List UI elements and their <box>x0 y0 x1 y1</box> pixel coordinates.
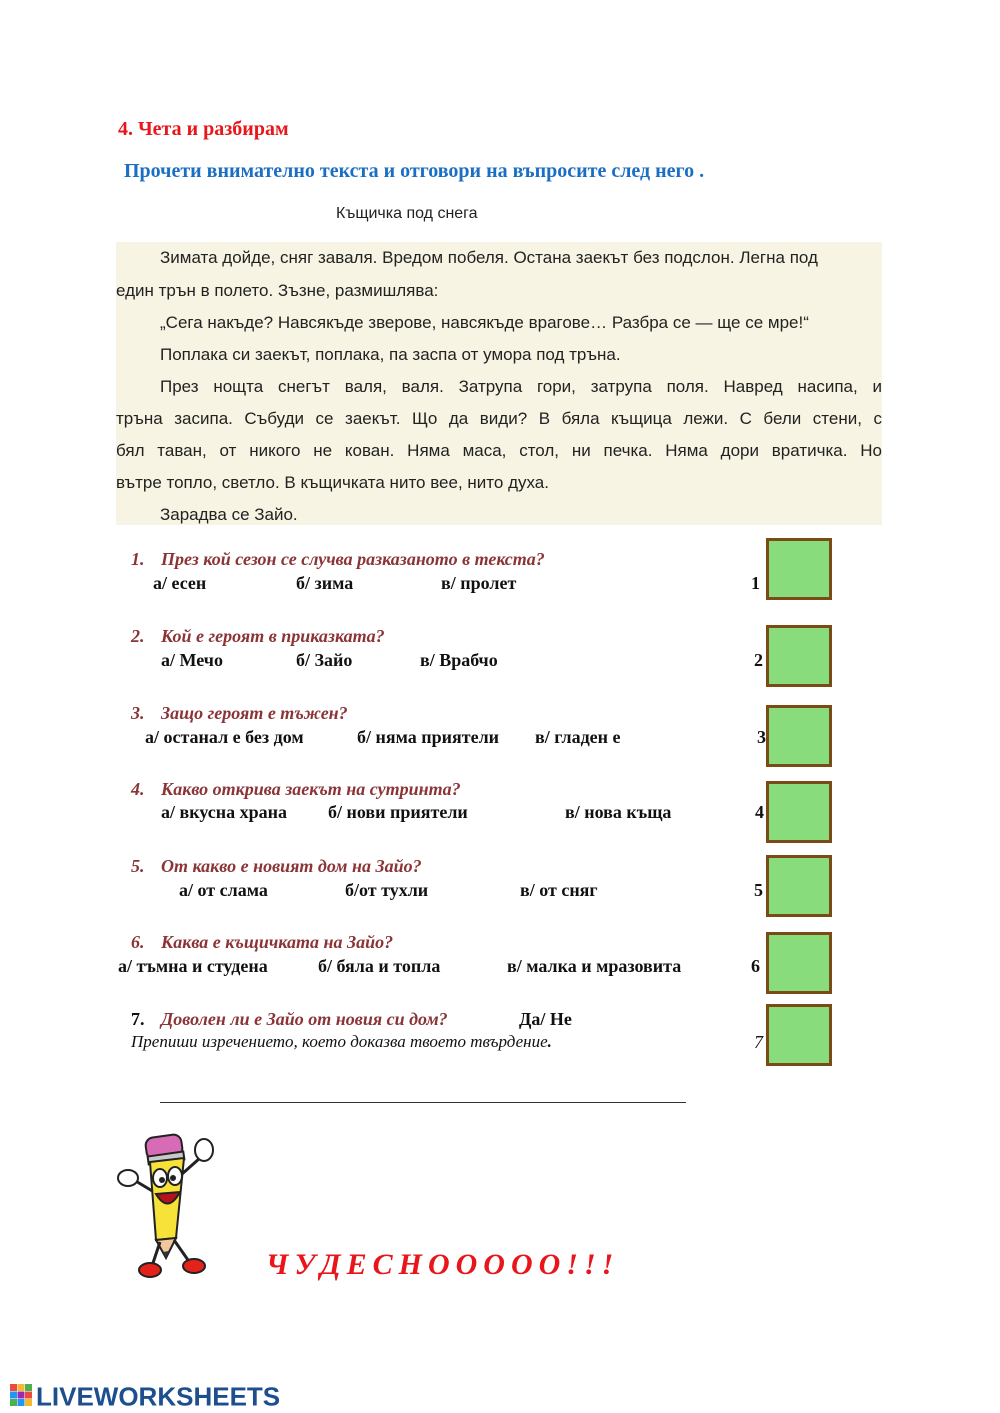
question-number: 2. <box>131 626 145 646</box>
answer-box-1[interactable] <box>766 538 832 600</box>
option-a: а/ останал е без дом <box>145 727 304 747</box>
answer-box-4[interactable] <box>766 781 832 843</box>
brand-name: LIVEWORKSHEETS <box>36 1381 281 1412</box>
question-text: Доволен ли е Зайо от новия си дом? <box>161 1009 448 1029</box>
logo-blocks-icon <box>10 1382 32 1413</box>
option-b: б/ бяла и топла <box>318 956 441 976</box>
option-a: а/ Мечо <box>161 650 223 670</box>
copy-sentence-instruction <box>131 1032 552 1052</box>
liveworksheets-logo <box>10 1380 280 1413</box>
answer-box-5[interactable] <box>766 855 832 917</box>
option-c: в/ от сняг <box>520 880 598 900</box>
question-text: През кой сезон се случва разказаното в текста? <box>161 549 545 569</box>
option-c: в/ Врабчо <box>420 650 498 670</box>
copy-sentence-instruction-text: Препиши изречението, което доказва твоето твърдение <box>131 1032 548 1051</box>
story-title: Къщичка под снега <box>336 205 478 222</box>
answer-write-line[interactable] <box>160 1102 686 1103</box>
option-a: а/ вкусна храна <box>161 802 288 822</box>
story-text <box>116 242 882 525</box>
cheer-text: ЧУДЕСНООООО!!! <box>266 1248 620 1281</box>
question-number: 5. <box>131 856 145 876</box>
section-heading: 4. Чета и разбирам <box>118 118 289 140</box>
story-line: Зарадва се Зайо. <box>160 505 298 524</box>
story-line: вътре топло, светло. В къщичката нито вее, нито духа. <box>116 473 549 492</box>
option-b: б/ Зайо <box>296 650 353 670</box>
option-c: в/ нова къща <box>565 802 672 822</box>
option-a: а/ от слама <box>179 880 268 900</box>
story-line: един трън в полето. Зъзне, размишлява: <box>116 281 439 300</box>
question-text: Каква е къщичката на Зайо? <box>161 932 394 952</box>
story-line: тръна засипа. Събуди се заекът. Що да види? В бяла къщица лежи. С бели стени, с <box>116 409 882 428</box>
answer-number: 5 <box>754 880 763 900</box>
option-a: а/ есен <box>153 573 207 593</box>
answer-number: 3 <box>757 727 766 747</box>
story-line: Поплака си заекът, поплака, па заспа от умора под тръна. <box>160 345 621 364</box>
option-c: в/ гладен е <box>535 727 621 747</box>
answer-box-3[interactable] <box>766 705 832 767</box>
answer-box-2[interactable] <box>766 625 832 687</box>
option-b: б/ нови приятели <box>328 802 468 822</box>
answer-box-6[interactable] <box>766 932 832 994</box>
question-text: Какво открива заекът на сутринта? <box>161 779 461 799</box>
story-line: През нощта снегът валя, валя. Затрупа гори, затрупа поля. Навред насипа, и <box>160 377 882 396</box>
question-number: 1. <box>131 549 145 569</box>
answer-number: 7 <box>754 1032 763 1052</box>
story-line: бял таван, от никого не кован. Няма маса, стол, ни печка. Няма дори вратичка. Но <box>116 441 882 460</box>
answer-number: 6 <box>751 956 760 976</box>
question-text: Кой е героят в приказката? <box>161 626 385 646</box>
question-number: 3. <box>131 703 145 723</box>
question-text: От какво е новият дом на Зайо? <box>161 856 422 876</box>
option-c: в/ пролет <box>441 573 517 593</box>
answer-box-7[interactable] <box>766 1004 832 1066</box>
answer-number: 1 <box>751 573 760 593</box>
question-number: 6. <box>131 932 145 952</box>
yes-no-choice: Да/ Не <box>519 1009 572 1029</box>
pencil-mascot-icon <box>112 1130 224 1280</box>
answer-number: 2 <box>754 650 763 670</box>
option-b: б/от тухли <box>345 880 429 900</box>
instruction-period: . <box>547 1032 552 1051</box>
option-c: в/ малка и мразовита <box>507 956 682 976</box>
option-b: б/ зима <box>296 573 354 593</box>
option-b: б/ няма приятели <box>357 727 500 747</box>
story-line: „Сега накъде? Навсякъде зверове, навсякъде врагове… Разбра се — ще се мре!“ <box>160 313 809 332</box>
question-text: Защо героят е тъжен? <box>161 703 348 723</box>
question-number: 7. <box>131 1009 145 1029</box>
option-a: а/ тъмна и студена <box>118 956 268 976</box>
question-number: 4. <box>131 779 145 799</box>
answer-number: 4 <box>755 802 764 822</box>
instruction: Прочети внимателно текста и отговори на въпросите след него . <box>124 160 705 182</box>
story-line: Зимата дойде, сняг заваля. Вредом побеля. Остана заекът без подслон. Легна под <box>160 248 818 267</box>
